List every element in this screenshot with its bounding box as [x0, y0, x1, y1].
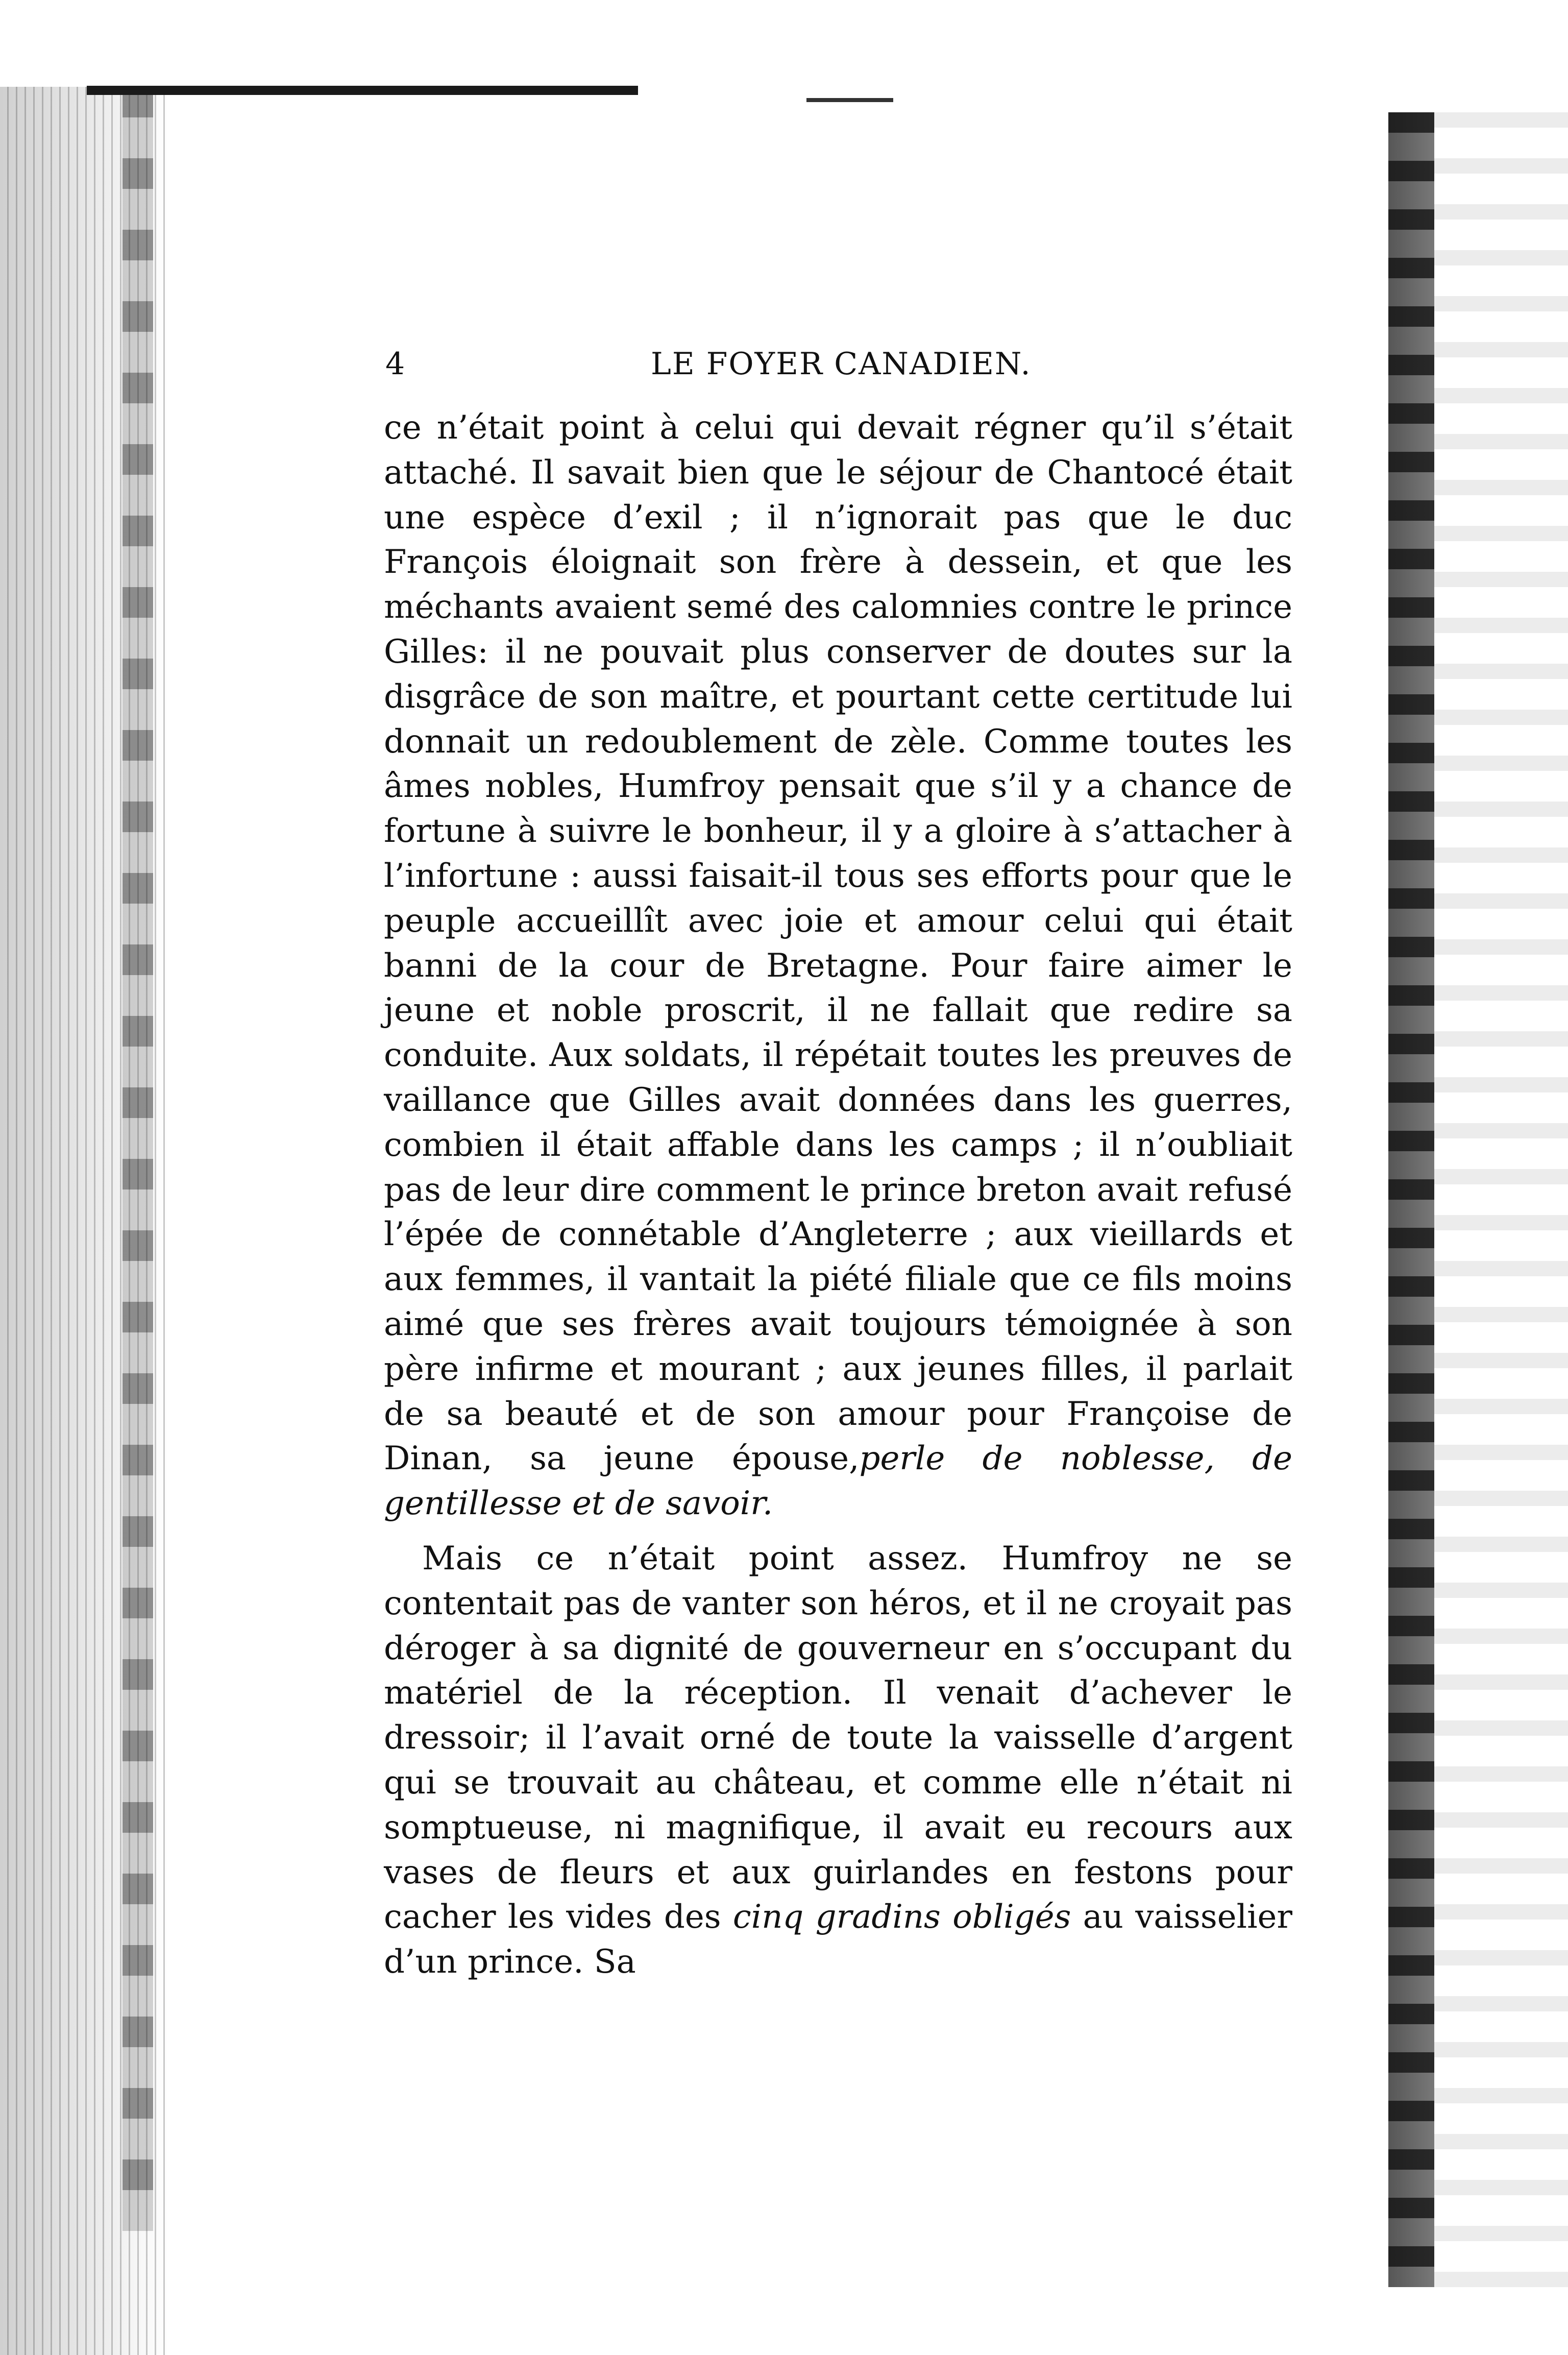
- body-text: [384, 406, 1292, 1985]
- scan-top-rule: [87, 86, 638, 95]
- paragraph-text: au vaisselier d’un prince. Sa: [384, 1898, 1293, 1981]
- page-header: [385, 341, 1330, 387]
- italic-text: cinq gradins obligés: [732, 1898, 1071, 1936]
- scan-edge-right: [1388, 112, 1434, 2287]
- paragraph-text: ce n’était point à celui qui devait régner qu’il s’était attaché. Il savait bien que le séjour de Chantocé était une espèce d’exil ; il n’ignorait pas que le duc François éloignait son frère à dessein, et que les méchants avaient semé des calomnies contre le prince Gilles: il ne pouvait plus conserver de doutes sur la disgrâce de son maître, et pourtant cette certitude lui donnait un redoublement de zèle. Comme toutes les âmes nobles, Humfroy pensait que s’il y a chance de fortune à suivre le bonheur, il y a gloire à s’attacher à l’infortune : aussi faisait-il tous ses efforts pour que le peuple accueillît avec joie et amour celui qui était banni de la cour de Bretagne. Pour faire aimer le jeune et noble proscrit, il ne fallait que redire sa conduite. Aux soldats, il répétait toutes les preuves de vaillance que Gilles avait données dans les guerres, combien il était affable dans les camps ; il n’oubliait pas de leur dire comment le prince breton avait refusé l’épée de connétable d’Angleterre ; aux vieillards et aux femmes, il vantait la piété filiale que ce fils moins aimé que ses frères avait toujours témoignée à son père infirme et mourant ; aux jeunes filles, il parlait de sa beauté et de son amour pour Françoise de Dinan, sa jeune épouse,: [384, 409, 1292, 1478]
- scan-edge-right-fade: [1434, 112, 1568, 2287]
- paragraph: [384, 1537, 1292, 1985]
- paragraph: [384, 406, 1292, 1526]
- scan-binding-shadow: [122, 87, 153, 2231]
- paragraph-text: Mais ce n’était point assez. Humfroy ne se contentait pas de vanter son héros, et il ne croyait pas déroger à sa dignité de gouverneur en s’occupant du matériel de la réception. Il venait d’achever le dressoir; il l’avait orné de toute la vaisselle d’argent qui se trouvait au château, et comme elle n’était ni somptueuse, ni magnifique, il avait eu recours aux vases de fleurs et aux guirlandes en festons pour cacher les vides des: [384, 1539, 1292, 1936]
- scan-top-mark: [806, 98, 893, 102]
- running-title: LE FOYER CANADIEN.: [651, 346, 1032, 382]
- italic-text: perle de noblesse, de gentillesse et de savoir.: [384, 1440, 1292, 1523]
- page-number: 4: [385, 346, 405, 382]
